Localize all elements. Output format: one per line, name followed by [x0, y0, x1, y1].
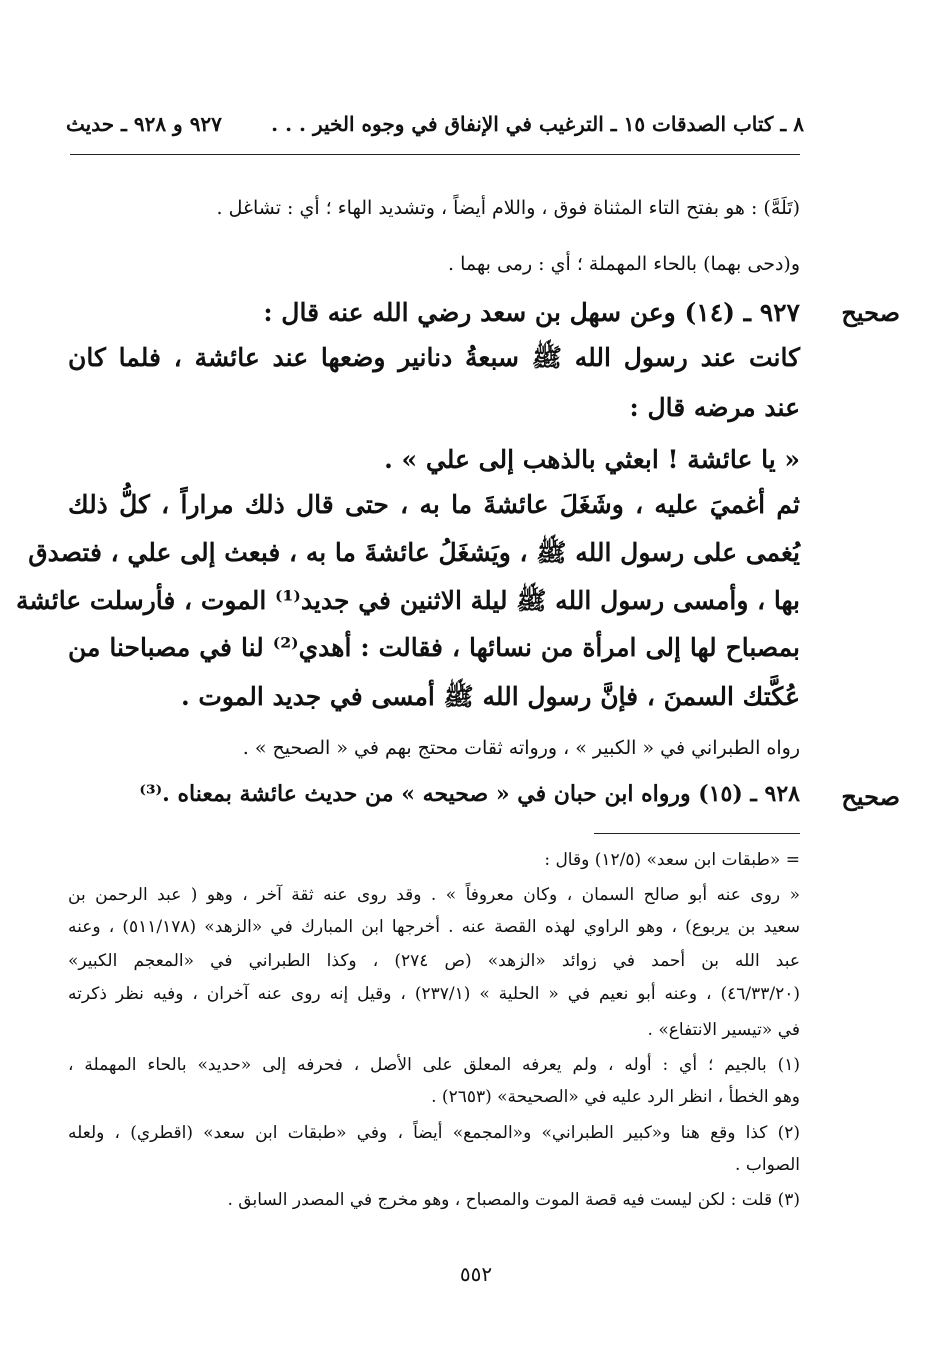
hadith-line: عُكَّتك السمنَ ، فإنَّ رسول الله ﷺ أمسى في جديد الموت . — [180, 682, 800, 711]
hadith-927-source: رواه الطبراني في « الكبير » ، ورواته ثقات محتج بهم في « الصحيح » . — [242, 737, 800, 759]
footnote-divider — [594, 833, 800, 834]
running-header — [66, 108, 804, 142]
hadith-line: عند مرضه قال : — [629, 393, 800, 422]
hadith-line: ثم أغميَ عليه ، وشَغَلَ عائشةَ ما به ، حتى قال ذلك مراراً ، كلُّ ذلك — [68, 490, 800, 519]
hadith-line: يُغمى على رسول الله ﷺ ، ويَشغَلُ عائشةَ ما به ، فبعث إلى علي ، فتصدق — [28, 538, 800, 567]
hadith-927-grade: صحيح — [841, 298, 900, 327]
footnote-line: الصواب . — [735, 1155, 800, 1175]
footnote-line: سعيد بن يربوع) ، وهو الراوي لهذه القصة عنه . أخرجها ابن المبارك في «الزهد» (٥١١/١٧٨) ، وعنه — [68, 917, 800, 937]
footnote-3: (٣) قلت : لكن ليست فيه قصة الموت والمصباح ، وهو مخرج في المصدر السابق . — [227, 1190, 800, 1210]
hadith-line: بها ، وأمسى رسول الله ﷺ ليلة الاثنين في جديد⁽¹⁾ الموت ، فأرسلت عائشة — [16, 586, 800, 615]
footnote-line: عبد الله بن أحمد في زوائد «الزهد» (ص ٢٧٤) ، وكذا الطبراني في «المعجم الكبير» — [68, 951, 800, 971]
hadith-927-intro: ٩٢٧ ـ (١٤) وعن سهل بن سعد رضي الله عنه قال : — [263, 298, 800, 327]
footnote-1: (١) بالجيم ؛ أي : أوله ، ولم يعرفه المعلق على الأصل ، فحرفه إلى «حديد» بالحاء المهملة ، — [68, 1055, 800, 1075]
footnote-line: « روى عنه أبو صالح السمان ، وكان معروفاً » . وقد روى عنه ثقة آخر ، وهو ( عبد الرحمن بن — [68, 885, 800, 905]
note-line: (تَلَهَّ) : هو بفتح التاء المثناة فوق ، واللام أيضاً ، وتشديد الهاء ؛ أي : تشاغل . — [216, 197, 800, 219]
hadith-line: « يا عائشة ! ابعثي بالذهب إلى علي » . — [384, 445, 800, 474]
footnote-line: (٤٦/٣٣/٢٠) ، وعنه أبو نعيم في « الحلية » (٢٣٧/١) ، وقيل إنه روى عنه آخران ، وفيه نظر ذكرته — [68, 984, 800, 1004]
header-divider — [70, 154, 800, 155]
note-line: و(دحى بهما) بالحاء المهملة ؛ أي : رمى بهما . — [448, 253, 800, 275]
footnote-line: وهو الخطأ ، انظر الرد عليه في «الصحيحة» (٢٦٥٣) . — [431, 1087, 800, 1107]
footnote-line: في «تيسير الانتفاع» . — [647, 1020, 800, 1040]
hadith-line: بمصباح لها إلى امرأة من نسائها ، فقالت : أهدي⁽²⁾ لنا في مصباحنا من — [68, 633, 800, 662]
header-hadith-range: ٩٢٧ و ٩٢٨ ـ حديث — [66, 112, 222, 136]
footnote-2: (٢) كذا وقع هنا و«كبير الطبراني» و«المجمع» أيضاً ، وفي «طبقات ابن سعد» (اقطري) ، ولعله — [68, 1123, 800, 1143]
footnote-line: = «طبقات ابن سعد» (١٢/٥) وقال : — [544, 850, 800, 870]
hadith-line: كانت عند رسول الله ﷺ سبعةُ دنانير وضعها عند عائشة ، فلما كان — [68, 343, 800, 372]
page-number: ٥٥٢ — [459, 1262, 493, 1286]
hadith-928-grade: صحيح — [841, 782, 900, 811]
hadith-928-text: ٩٢٨ ـ (١٥) ورواه ابن حبان في « صحيحه » من حديث عائشة بمعناه .⁽³⁾ — [139, 781, 800, 807]
header-chapter-title: ٨ ـ كتاب الصدقات ١٥ ـ الترغيب في الإنفاق في وجوه الخير . . . — [271, 112, 804, 136]
